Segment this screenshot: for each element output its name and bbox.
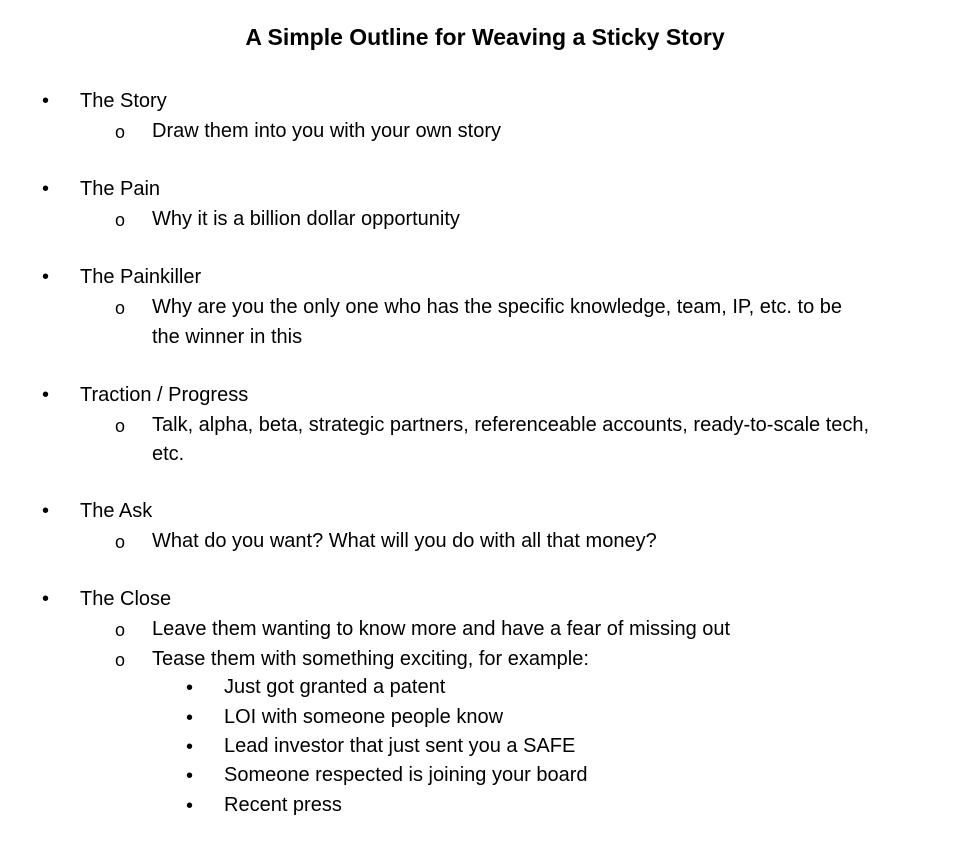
sub-sub-item: Lead investor that just sent you a SAFE — [224, 735, 576, 757]
sub-sub-bullet-marker: • — [186, 736, 194, 758]
sub-bullet-marker: o — [115, 620, 126, 640]
bullet-marker: • — [42, 178, 50, 200]
sub-item-continuation: the winner in this — [152, 326, 303, 348]
sub-sub-item: Just got granted a patent — [224, 676, 446, 698]
section-heading: The Story — [80, 90, 167, 112]
bullet-marker: • — [42, 384, 50, 406]
section-heading: The Close — [80, 588, 172, 610]
sub-sub-bullet-marker: • — [186, 707, 194, 729]
sub-bullet-marker: o — [115, 416, 126, 436]
sub-item: What do you want? What will you do with all that money? — [152, 530, 657, 552]
sub-item: Why are you the only one who has the specific knowledge, team, IP, etc. to be — [152, 296, 843, 318]
sub-item-continuation: etc. — [152, 443, 185, 465]
bullet-marker: • — [42, 588, 50, 610]
sub-item: Why it is a billion dollar opportunity — [152, 208, 460, 230]
sub-item: Tease them with something exciting, for example: — [152, 648, 589, 670]
section-heading: The Ask — [80, 500, 153, 522]
sub-sub-item: Someone respected is joining your board — [224, 764, 588, 786]
bullet-marker: • — [42, 500, 50, 522]
sub-sub-bullet-marker: • — [186, 765, 194, 787]
bullet-marker: • — [42, 266, 50, 288]
sub-item: Talk, alpha, beta, strategic partners, referenceable accounts, ready-to-scale tech, — [152, 414, 870, 436]
sub-bullet-marker: o — [115, 210, 126, 230]
section-heading: The Painkiller — [80, 266, 202, 288]
sub-sub-bullet-marker: • — [186, 795, 194, 817]
bullet-marker: • — [42, 90, 50, 112]
document-title: A Simple Outline for Weaving a Sticky Story — [245, 24, 725, 50]
sub-bullet-marker: o — [115, 650, 126, 670]
sub-sub-item: LOI with someone people know — [224, 706, 504, 728]
sub-bullet-marker: o — [115, 122, 126, 142]
sub-bullet-marker: o — [115, 532, 126, 552]
section-heading: Traction / Progress — [80, 384, 249, 406]
sub-item: Draw them into you with your own story — [152, 120, 502, 142]
section-heading: The Pain — [80, 178, 161, 200]
sub-sub-item: Recent press — [224, 794, 342, 816]
sub-sub-bullet-marker: • — [186, 677, 194, 699]
sub-item: Leave them wanting to know more and have a fear of missing out — [152, 618, 731, 640]
sub-bullet-marker: o — [115, 298, 126, 318]
